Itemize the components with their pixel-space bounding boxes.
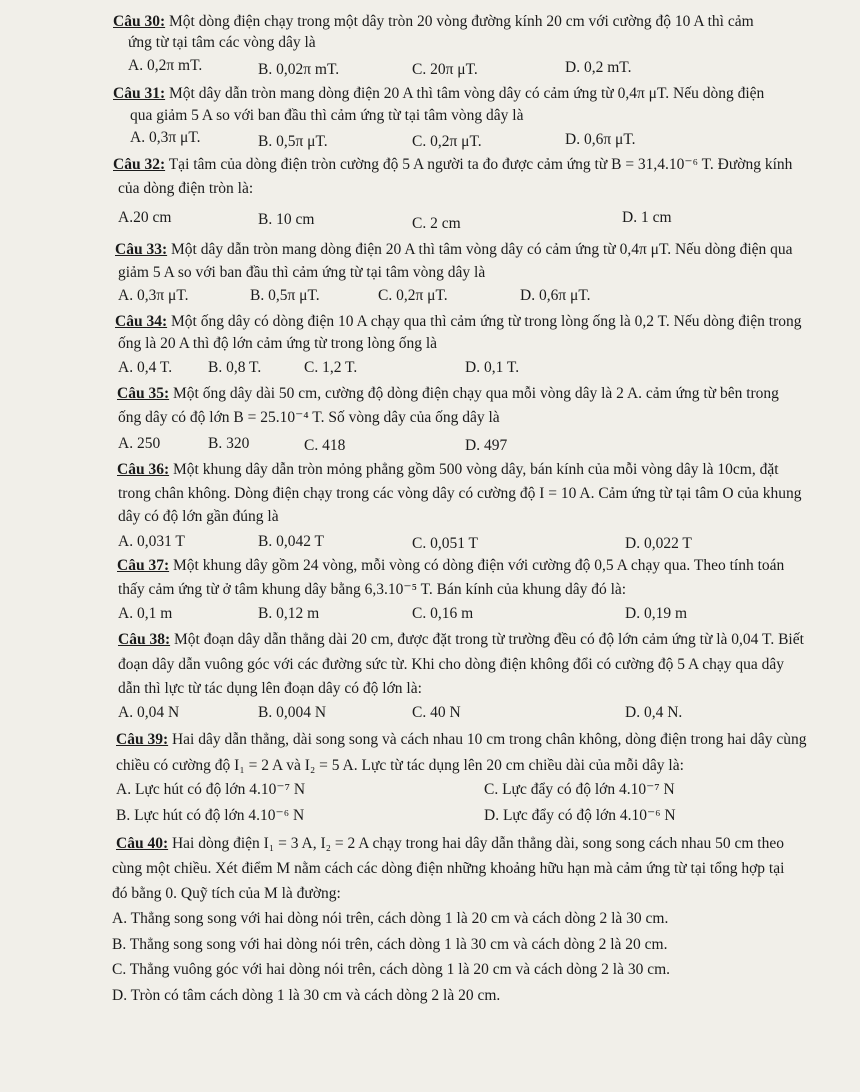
question-text: qua giảm 5 A so với ban đầu thì cảm ứng từ tại tâm vòng dây là xyxy=(130,107,524,124)
question-label: Câu 38: xyxy=(118,631,171,648)
question-32 xyxy=(113,155,792,175)
question-text: Một khung dây dẫn tròn mỏng phẳng gồm 500 vòng dây, bán kính của mỗi vòng dây là 10cm, đặt xyxy=(172,461,779,478)
question-36 xyxy=(117,460,779,480)
question-33 xyxy=(115,240,793,260)
option-c: C. 2 cm xyxy=(412,215,461,232)
question-text: Một ống dây có dòng điện 10 A chạy qua thì cảm ứng từ trong lòng ống là 0,2 T. Nếu dòng điện trong xyxy=(170,313,802,330)
question-text: Một đoạn dây dẫn thẳng dài 20 cm, được đặt trong từ trường đều có độ lớn cảm ứng từ là 0,04 T. Biết xyxy=(173,631,804,648)
option-b: B. Lực hút có độ lớn 4.10⁻⁶ N xyxy=(116,807,305,824)
question-31 xyxy=(113,84,764,104)
question-text: ứng từ tại tâm các vòng dây là xyxy=(128,34,316,51)
option-a: A. 250 xyxy=(118,435,161,452)
option-d: D. 0,6π μT. xyxy=(520,287,591,304)
option-b: B. 0,8 T. xyxy=(208,359,262,376)
question-30 xyxy=(113,12,754,32)
option-a: A. 0,3π μT. xyxy=(118,287,189,304)
option-a: A. Thẳng song song với hai dòng nói trên, cách dòng 1 là 20 cm và cách dòng 2 là 30 cm. xyxy=(112,910,669,927)
question-40 xyxy=(116,834,784,854)
option-d: D. 497 xyxy=(465,437,508,454)
question-label: Câu 36: xyxy=(117,461,170,478)
option-a: A. 0,2π mT. xyxy=(128,57,203,74)
option-b: B. 0,12 m xyxy=(258,605,320,622)
option-a: A.20 cm xyxy=(118,209,172,226)
question-label: Câu 37: xyxy=(117,557,170,574)
option-a: A. 0,4 T. xyxy=(118,359,173,376)
question-text: Một dòng điện chạy trong một dây tròn 20 vòng đường kính 20 cm với cường độ 10 A thì cảm xyxy=(168,13,754,30)
option-c: C. 40 N xyxy=(412,704,461,721)
option-a: A. 0,031 T xyxy=(118,533,185,550)
question-34 xyxy=(115,312,802,332)
question-label: Câu 30: xyxy=(113,13,166,30)
question-text: trong chân không. Dòng điện chạy trong các vòng dây có cường độ I = 10 A. Cảm ứng từ tại tâm O của khung xyxy=(118,485,802,502)
option-c: C. 0,16 m xyxy=(412,605,474,622)
question-label: Câu 32: xyxy=(113,156,166,173)
option-d: D. 0,6π μT. xyxy=(565,131,636,148)
option-c: C. Lực đẩy có độ lớn 4.10⁻⁷ N xyxy=(484,781,675,798)
option-a: A. 0,04 N xyxy=(118,704,180,721)
question-text: ống dây có độ lớn B = 25.10⁻⁴ T. Số vòng dây của ống dây là xyxy=(118,409,500,426)
question-text: Một dây dẫn tròn mang dòng điện 20 A thì tâm vòng dây có cảm ứng từ 0,4π μT. Nếu dòng điện qua xyxy=(170,241,793,258)
option-b: B. Thẳng song song với hai dòng nói trên, cách dòng 1 là 30 cm và cách dòng 2 là 20 cm. xyxy=(112,936,668,953)
option-b: B. 10 cm xyxy=(258,211,315,228)
question-text: chiều có cường độ I₁ = 2 A và I₂ = 5 A. Lực từ tác dụng lên 20 cm chiều dài của mỗi dây là: xyxy=(116,757,684,774)
option-d: D. 0,4 N. xyxy=(625,704,683,721)
question-label: Câu 35: xyxy=(117,385,170,402)
question-text: đó bằng 0. Quỹ tích của M là đường: xyxy=(112,885,341,902)
option-d: D. Lực đẩy có độ lớn 4.10⁻⁶ N xyxy=(484,807,676,824)
question-text: ống là 20 A thì độ lớn cảm ứng từ trong lòng ống là xyxy=(118,335,438,352)
option-c: C. 0,051 T xyxy=(412,535,479,552)
question-35 xyxy=(117,384,779,404)
option-c: C. 0,2π μT. xyxy=(412,133,482,150)
option-c: C. 1,2 T. xyxy=(304,359,358,376)
option-c: C. 20π μT. xyxy=(412,61,478,78)
option-d: D. 0,022 T xyxy=(625,535,692,552)
option-c: C. 418 xyxy=(304,437,346,454)
option-d: D. 0,1 T. xyxy=(465,359,520,376)
question-label: Câu 40: xyxy=(116,835,169,852)
question-label: Câu 39: xyxy=(116,731,169,748)
option-b: B. 0,042 T xyxy=(258,533,325,550)
option-c: C. Thẳng vuông góc với hai dòng nói trên, cách dòng 1 là 20 cm và cách dòng 2 là 30 cm. xyxy=(112,961,671,978)
question-text: thấy cảm ứng từ ở tâm khung dây bằng 6,3.10⁻⁵ T. Bán kính của khung dây đó là: xyxy=(118,581,627,598)
question-text: dây có độ lớn gần đúng là xyxy=(118,508,279,525)
option-a: A. Lực hút có độ lớn 4.10⁻⁷ N xyxy=(116,781,306,798)
option-b: B. 320 xyxy=(208,435,250,452)
question-text: giảm 5 A so với ban đầu thì cảm ứng từ tại tâm vòng dây là xyxy=(118,264,486,281)
question-label: Câu 33: xyxy=(115,241,168,258)
question-text: cùng một chiều. Xét điểm M nằm cách các dòng điện những khoảng hữu hạn mà cảm ứng từ tại tổng hợp tại xyxy=(112,860,785,877)
question-text: dẫn thì lực từ tác dụng lên đoạn dây có độ lớn là: xyxy=(118,680,422,697)
option-b: B. 0,02π mT. xyxy=(258,61,340,78)
question-text: của dòng điện tròn là: xyxy=(118,180,254,197)
question-39 xyxy=(116,730,806,750)
question-text: Một khung dây gồm 24 vòng, mỗi vòng có dòng điện với cường độ 0,5 A chạy qua. Theo tính toán xyxy=(172,557,785,574)
option-a: A. 0,3π μT. xyxy=(130,129,201,146)
question-text: Hai dòng điện I₁ = 3 A, I₂ = 2 A chạy trong hai dây dẫn thẳng dài, song song cách nhau 50 cm theo xyxy=(171,835,784,852)
question-label: Câu 34: xyxy=(115,313,168,330)
question-label: Câu 31: xyxy=(113,85,166,102)
question-text: Hai dây dẫn thẳng, dài song song và cách nhau 10 cm trong chân không, dòng điện trong hai dây cùng xyxy=(171,731,807,748)
option-d: D. 0,19 m xyxy=(625,605,687,622)
option-a: A. 0,1 m xyxy=(118,605,173,622)
option-d: D. 0,2 mT. xyxy=(565,59,632,76)
question-text: Một ống dây dài 50 cm, cường độ dòng điện chạy qua mỗi vòng dây là 2 A. cảm ứng từ bên trong xyxy=(172,385,779,402)
option-d: D. 1 cm xyxy=(622,209,672,226)
question-text: đoạn dây dẫn vuông góc với các đường sức từ. Khi cho dòng điện không đổi có cường độ 5 A chạy qua dây xyxy=(118,656,785,673)
option-b: B. 0,5π μT. xyxy=(250,287,320,304)
option-b: B. 0,5π μT. xyxy=(258,133,328,150)
question-text: Một dây dẫn tròn mang dòng điện 20 A thì tâm vòng dây có cảm ứng từ 0,4π μT. Nếu dòng điện xyxy=(168,85,765,102)
option-c: C. 0,2π μT. xyxy=(378,287,448,304)
option-b: B. 0,004 N xyxy=(258,704,327,721)
question-37 xyxy=(117,556,784,576)
option-d: D. Tròn có tâm cách dòng 1 là 30 cm và cách dòng 2 là 20 cm. xyxy=(112,987,501,1004)
question-38 xyxy=(118,630,804,650)
question-text: Tại tâm của dòng điện tròn cường độ 5 A người ta đo được cảm ứng từ B = 31,4.10⁻⁶ T. Đường kính xyxy=(168,156,793,173)
